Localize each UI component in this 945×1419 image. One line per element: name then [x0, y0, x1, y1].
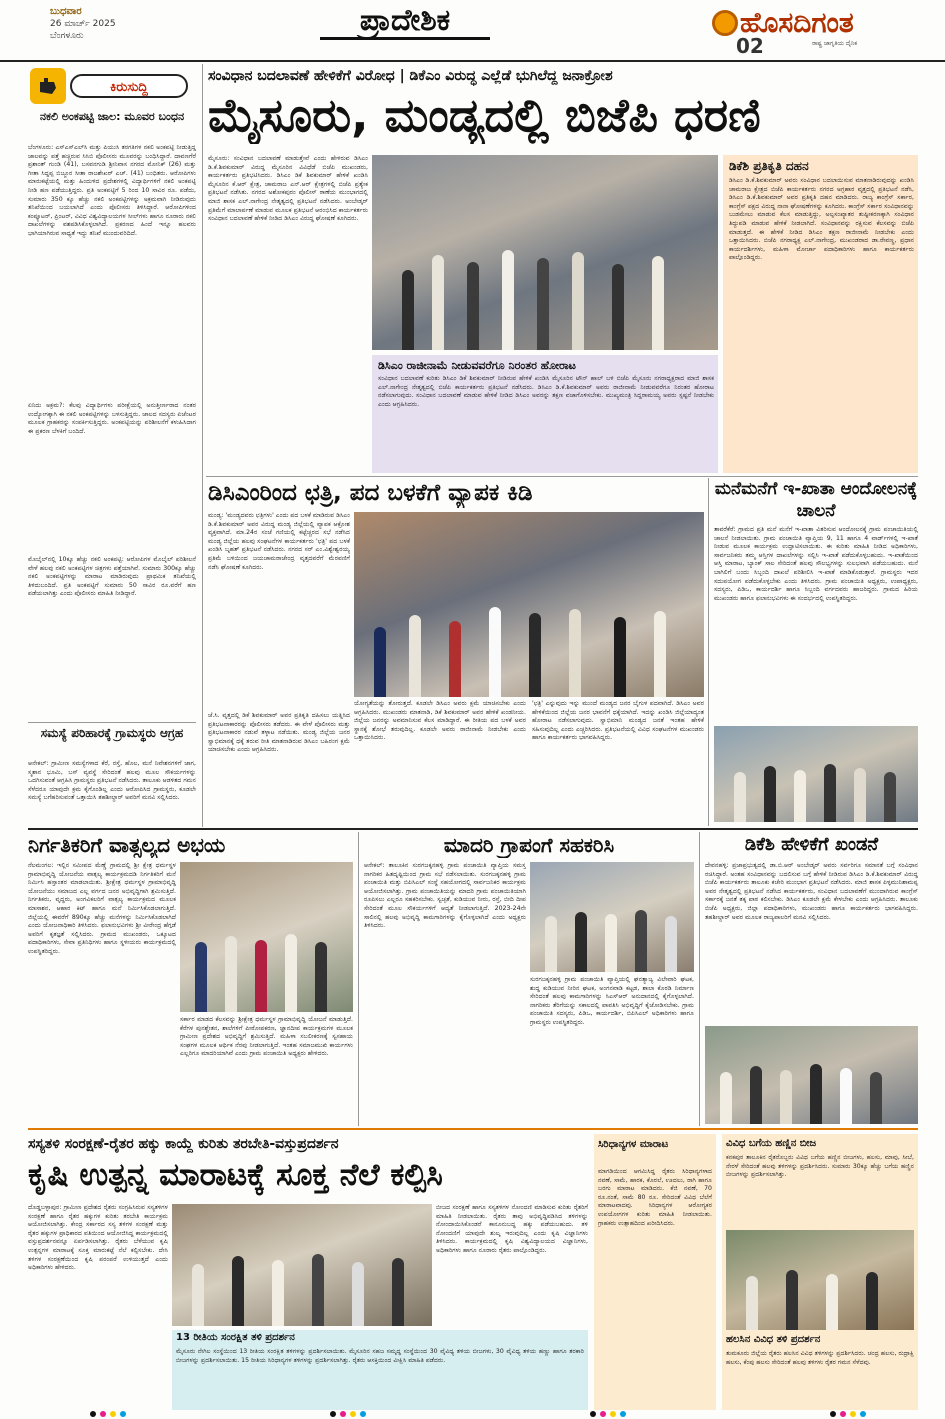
madari-headline: ಮಾದರಿ ಗ್ರಾಪಂಗೆ ಸಹಕರಿಸಿ [443, 833, 615, 857]
col-divider-b1 [358, 832, 359, 1126]
date-block [50, 6, 160, 41]
lead-kicker: ಸಂವಿಧಾನ ಬದಲಾವಣೆ ಹೇಳಿಕೆಗೆ ವಿರೋಧ | ಡಿಕೆಎಂ ವಿರುದ್ಧ ಎಲ್ಲೆಡೆ ಭುಗಿಲೆದ್ದ ಜನಾಕ್ರೋಶ [208, 68, 613, 84]
reg-dot [860, 1411, 866, 1417]
reg-dot [840, 1411, 846, 1417]
madari-body: ಆನೇಕಲ್: ತಾಲೂಕಿನ ಸುರಗಜಕ್ಕನಹಳ್ಳಿ ಗ್ರಾಮ ಪಂಚಾಯಿತಿ ವ್ಯಾಪ್ತಿಯ ಸಮಸ್ತ ನಾಗರಿಕರ ಹಿತದೃಷ್ಟಿಯಿಂದ ಗ್ರಾಮ ಸಭೆ ನಡೆಸಲಾಯಿತು. ಸುರಗಜಕ್ಕನಹಳ್ಳಿ ಗ್ರಾಮ ಪಂಚಾಯಿತಿ ಮತ್ತು ಬಿಪಿಸಿಎಲ್ ಸಂಸ್ಥೆ ಸಹಯೋಗದಲ್ಲಿ ಸಾರ್ವಜನಿಕರ ಕಾರ್ಯಕ್ರಮ ಆಯೋಜಿಸಲಾಗಿತ್ತು. ಗ್ರಾಮ ಪಂಚಾಯಿತಿಯನ್ನು ಮಾದರಿ ಗ್ರಾಮ ಪಂಚಾಯಿತಿಯಾಗಿ ರೂಪಿಸಲು ಎಲ್ಲರೂ ಸಹಕರಿಸಬೇಕು. ಸ್ವಚ್ಛತೆ, ಕುಡಿಯುವ ನೀರು, ರಸ್ತೆ, ಬೀದಿ ದೀಪ ಸೇರಿದಂತೆ ಮೂಲ ಸೌಕರ್ಯಗಳಿಗೆ ಆದ್ಯತೆ ನೀಡಲಾಗುತ್ತಿದೆ. 2023-24ನೇ ಸಾಲಿನಲ್ಲಿ ಹಲವು ಅಭಿವೃದ್ಧಿ ಕಾಮಗಾರಿಗಳನ್ನು ಕೈಗೊಳ್ಳಲಾಗಿದೆ ಎಂದು ಅಧ್ಯಕ್ಷರು ತಿಳಿಸಿದರು. [364, 862, 526, 930]
krushi-body: ದೊಡ್ಡಬಳ್ಳಾಪುರ: ಗ್ರಾಮೀಣ ಪ್ರದೇಶದ ರೈತರು ಸಂಗ್ರಹಿಸಿರುವ ಸಸ್ಯತಳಿಗಳ ಸಂರಕ್ಷಣೆ ಹಾಗೂ ರೈತರ ಹಕ್ಕುಗಳ ಕುರಿತು ತರಬೇತಿ ಕಾರ್ಯಕ್ರಮ ಆಯೋಜಿಸಲಾಗಿತ್ತು. ಕೇಂದ್ರ ಸರ್ಕಾರದ ಸಸ್ಯ ತಳಿಗಳ ಸಂರಕ್ಷಣೆ ಮತ್ತು ರೈತರ ಹಕ್ಕುಗಳ ಪ್ರಾಧಿಕಾರದ ವತಿಯಿಂದ ಆಯೋಜಿಸಿದ್ದ ಕಾರ್ಯಕ್ರಮದಲ್ಲಿ ವಸ್ತುಪ್ರದರ್ಶನವನ್ನೂ ಏರ್ಪಡಿಸಲಾಗಿತ್ತು. ರೈತರು ಬೆಳೆಯುವ ಕೃಷಿ ಉತ್ಪನ್ನಗಳ ಮಾರಾಟಕ್ಕೆ ಸೂಕ್ತ ಮಾರುಕಟ್ಟೆ ನೆಲೆ ಕಲ್ಪಿಸಬೇಕು. ದೇಸಿ ತಳಿಗಳ ಸಂರಕ್ಷಣೆಯಿಂದ ಕೃಷಿ ಪರಂಪರೆ ಉಳಿಯುತ್ತದೆ ಎಂದು ಅಧಿಕಾರಿಗಳು ಹೇಳಿದರು. [28, 1204, 168, 1272]
kiru-suddi-column [28, 62, 196, 827]
paper-logo [712, 4, 912, 56]
reg-dot [590, 1411, 596, 1417]
city-label: ಬೆಂಗಳೂರು [50, 31, 84, 41]
kiru-label: ಕಿರುಸುದ್ದಿ [110, 80, 148, 95]
reg-dot [360, 1411, 366, 1417]
bottom-section-rule [28, 1128, 918, 1130]
siridhanya-title: ಸಿರಿಧಾನ್ಯಗಳ ಮಾರಾಟ [598, 1139, 669, 1150]
kiru-story1-sub2: ಮೊಬೈಲ್‌ನಲ್ಲಿ 10ಕ್ಕೂ ಹೆಚ್ಚು ನಕಲಿ ಅಂಕಪಟ್ಟಿ: ಆರೋಪಿಗಳ ಮೊಬೈಲ್ ಪರಿಶೀಲನೆ ವೇಳೆ ಹಲವು ನಕಲಿ ಅಂಕಪಟ್ಟಿಗಳ ಚಿತ್ರಗಳು ಪತ್ತೆಯಾಗಿವೆ. ಸುಮಾರು 300ಕ್ಕೂ ಹೆಚ್ಚು ನಕಲಿ ಅಂಕಪಟ್ಟಿಗಳನ್ನು ಮಾರಾಟ ಮಾಡಿರುವುದು ಪ್ರಾಥಮಿಕ ತನಿಖೆಯಲ್ಲಿ ತಿಳಿದುಬಂದಿದೆ. ಪ್ರತಿ ಅಂಕಪಟ್ಟಿಗೆ ಸುಮಾರು 50 ಸಾವಿರ ರೂ.ವರೆಗೆ ಹಣ ಪಡೆಯಲಾಗಿತ್ತು ಎಂದು ಪೊಲೀಸರು ಮಾಹಿತಿ ನೀಡಿದ್ದಾರೆ. [28, 556, 196, 598]
siridhanya-body: ಮಾಗಡಿಯಿಂದ ಆಗಮಿಸಿದ್ದ ರೈತರು ಸಿರಿಧಾನ್ಯಗಳಾದ ನವಣೆ, ಸಾಮೆ, ಹಾರಕ, ಕೊರಲೆ, ಊದಲು, ರಾಗಿ ಹಾಗೂ ಬರಗು ಮಾರಾಟ ಮಾಡಿದರು. ಕೆಜಿ ನವಣೆ, 70 ರೂ.ನಂತೆ, ಸಾಮೆ 80 ರೂ. ಸೇರಿದಂತೆ ವಿವಿಧ ಬೆಲೆಗೆ ಮಾರಾಟವಾದವು. ಸಿರಿಧಾನ್ಯಗಳ ಆರೋಗ್ಯಕರ ಉಪಯೋಗಗಳ ಕುರಿತು ಮಾಹಿತಿ ನೀಡಲಾಯಿತು. ಗ್ರಾಹಕರು ಉತ್ಸಾಹದಿಂದ ಖರೀದಿಸಿದರು. [598, 1168, 712, 1227]
abhaya-body: ನೆಲಮಂಗಲ: ಇಲ್ಲಿನ ಸಮೀಪದ ಮೆಣ್ಣೆ ಗ್ರಾಮದಲ್ಲಿ ಶ್ರೀ ಕ್ಷೇತ್ರ ಧರ್ಮಸ್ಥಳ ಗ್ರಾಮಾಭಿವೃದ್ಧಿ ಯೋಜನೆಯ ವಾತ್ಸಲ್ಯ ಕಾರ್ಯಕ್ರಮದಡಿ ನಿರ್ಗತಿಕರಿಗೆ ಮನೆ ನಿರ್ಮಿಸಿ ಹಸ್ತಾಂತರ ಮಾಡಲಾಯಿತು. ಶ್ರೀಕ್ಷೇತ್ರ ಧರ್ಮಸ್ಥಳ ಗ್ರಾಮಾಭಿವೃದ್ಧಿ ಯೋಜನೆಯು ಸಮಾಜದ ಎಲ್ಲ ವರ್ಗದ ಜನರ ಅಭಿವೃದ್ಧಿಗಾಗಿ ಶ್ರಮಿಸುತ್ತಿದೆ. ನಿರ್ಗತಿಕರು, ವೃದ್ಧರು, ಅಂಗವಿಕಲರಿಗೆ ವಾತ್ಸಲ್ಯ ಕಾರ್ಯಕ್ರಮದ ಮೂಲಕ ಮಾಸಾಶನ, ಆಹಾರ ಕಿಟ್ ಹಾಗೂ ಮನೆ ನಿರ್ಮಿಸಿಕೊಡಲಾಗುತ್ತಿದೆ. ಜಿಲ್ಲೆಯಲ್ಲಿ ಈವರೆಗೆ 890ಕ್ಕೂ ಹೆಚ್ಚು ಮನೆಗಳನ್ನು ನಿರ್ಮಿಸಿಕೊಡಲಾಗಿದೆ ಎಂದು ಯೋಜನಾಧಿಕಾರಿ ತಿಳಿಸಿದರು. ಫಲಾನುಭವಿಗಳು ಶ್ರೀ ವೀರೇಂದ್ರ ಹೆಗ್ಗಡೆ ಅವರಿಗೆ ಕೃತಜ್ಞತೆ ಸಲ್ಲಿಸಿದರು. ಗ್ರಾಮದ ಮುಖಂಡರು, ಒಕ್ಕೂಟದ ಪದಾಧಿಕಾರಿಗಳು, ಸೇವಾ ಪ್ರತಿನಿಧಿಗಳು ಹಾಗೂ ಸ್ಥಳೀಯರು ಕಾರ್ಯಕ್ರಮದಲ್ಲಿ ಉಪಸ್ಥಿತರಿದ್ದರು. [28, 862, 176, 955]
kiru-label-pill [70, 74, 188, 98]
mandya-body-2: ಜೆ.ಸಿ. ವೃತ್ತದಲ್ಲಿ ಡಿಕೆ ಶಿವಕುಮಾರ್ ಅವರ ಪ್ರತಿಕೃತಿ ದಹಿಸಲು ಯತ್ನಿಸಿದ ಪ್ರತಿಭಟನಾಕಾರರನ್ನು ಪೊಲೀಸರು ತಡೆದರು. ಈ ವೇಳೆ ಪೊಲೀಸರು ಮತ್ತು ಪ್ರತಿಭಟನಾಕಾರರ ನಡುವೆ ತಳ್ಳಾಟ ನಡೆಯಿತು. ಮಂಡ್ಯ ಜಿಲ್ಲೆಯ ಜನರ ಸ್ವಾಭಿಮಾನಕ್ಕೆ ಧಕ್ಕೆ ತರುವ ರೀತಿ ಮಾತನಾಡಿರುವ ಡಿಸಿಎಂ ಬಹಿರಂಗ ಕ್ಷಮೆ ಯಾಚಿಸಬೇಕು ಎಂದು ಆಗ್ರಹಿಸಿದರು. [208, 712, 350, 754]
halasu-title: ಹಲಸಿನ ವಿವಿಧ ತಳಿ ಪ್ರದರ್ಶನ [726, 1334, 821, 1345]
halasu-body: ತುಮಕೂರು ಜಿಲ್ಲೆಯ ರೈತರು ಹಲಸಿನ ವಿವಿಧ ತಳಿಗಳನ್ನು ಪ್ರದರ್ಶಿಸಿದರು. ಚಂದ್ರ ಹಲಸು, ರುದ್ರಾಕ್ಷಿ ಹಲಸು, ಕೆಂಪು ಹಲಸು ಸೇರಿದಂತೆ ಹಲವು ತಳಿಗಳು ರೈತರ ಗಮನ ಸೆಳೆದವು. [726, 1350, 914, 1366]
mandya-photo [354, 512, 704, 697]
section-label: ಪ್ರಾದೇಶಿಕ [359, 3, 451, 38]
reg-dot [830, 1411, 836, 1417]
lead-sub-title: ಡಿಸಿಎಂ ರಾಜೀನಾಮೆ ನೀಡುವವರೆಗೂ ನಿರಂತರ ಹೋರಾಟ [378, 359, 576, 372]
hannu-bija-title: ವಿವಿಧ ಬಗೆಯ ಹಣ್ಣಿನ ಬೀಜ [726, 1138, 817, 1149]
mandya-body-4: 'ಛತ್ರಿ' ಎನ್ನುವುದು ಇನ್ನು ಮುಂದೆ ಮಂಡ್ಯದ ಜನರ ಬೈಗುಳ ಪದವಾಗಿದೆ. ಡಿಸಿಎಂ ಅವರ ಹೇಳಿಕೆಯಿಂದ ಜಿಲ್ಲೆಯ ಜನರ ಭಾವನೆಗೆ ಧಕ್ಕೆಯಾಗಿದೆ. ಇದನ್ನು ಖಂಡಿಸಿ ಜಿಲ್ಲೆಯಾದ್ಯಂತ ಹೋರಾಟ ನಡೆಸಲಾಗುವುದು. ಸ್ವಾಭಿಮಾನಿ ಮಂಡ್ಯದ ಜನತೆ ಇಂತಹ ಹೇಳಿಕೆ ಸಹಿಸುವುದಿಲ್ಲ ಎಂದು ಎಚ್ಚರಿಸಿದರು. ಪ್ರತಿಭಟನೆಯಲ್ಲಿ ವಿವಿಧ ಸಂಘಟನೆಗಳ ಮುಖಂಡರು ಹಾಗೂ ಕಾರ್ಯಕರ್ತರು ಭಾಗವಹಿಸಿದ್ದರು. [532, 700, 704, 742]
reg-dot [350, 1411, 356, 1417]
ekhata-photo [714, 726, 918, 822]
masthead-strip [0, 0, 945, 62]
kiru-story2-body: ಆನೇಕಲ್: ಗ್ರಾಮೀಣ ಸಮಸ್ಯೆಗಳಾದ ಕೆರೆ, ರಸ್ತೆ, ಹೊಲ, ಮನೆ ನಿವೇಶನಗಳಿಗೆ ಜಾಗ, ಸ್ಮಶಾನ ಭೂಮಿ, ಬಸ್ ವ್ಯವಸ್ಥೆ ಸೇರಿದಂತೆ ಹಲವು ಮೂಲ ಸೌಕರ್ಯಗಳನ್ನು ಒದಗಿಸುವಂತೆ ಆಗ್ರಹಿಸಿ ಗ್ರಾಮಸ್ಥರು ಪ್ರತಿಭಟನೆ ನಡೆಸಿದರು. ತಾಲೂಕು ಆಡಳಿತದ ಗಮನ ಸೆಳೆದರೂ ಯಾವುದೇ ಕ್ರಮ ಕೈಗೊಂಡಿಲ್ಲ ಎಂದು ಆರೋಪಿಸಿದ ಗ್ರಾಮಸ್ಥರು, ಕೂಡಲೇ ಸಮಸ್ಯೆ ಬಗೆಹರಿಸುವಂತೆ ಒತ್ತಾಯಿಸಿ ತಹಶೀಲ್ದಾರ್ ಅವರಿಗೆ ಮನವಿ ಸಲ್ಲಿಸಿದರು. [28, 760, 196, 802]
krushi-headline: ಕೃಷಿ ಉತ್ಪನ್ನ ಮಾರಾಟಕ್ಕೆ ಸೂಕ್ತ ನೆಲೆ ಕಲ್ಪಿಸಿ [28, 1157, 443, 1193]
abhaya-photo [180, 862, 353, 1012]
reg-dot [110, 1411, 116, 1417]
hannu-bija-body: ಕನಕಪುರ ತಾಲೂಕಿನ ರೈತರೊಬ್ಬರು ವಿವಿಧ ಬಗೆಯ ಹಣ್ಣಿನ ಬೀಜಗಳು, ಹಲಸು, ಮಾವು, ಸೀಬೆ, ನೇರಳೆ ಸೇರಿದಂತೆ ಹಲವು ತಳಿಗಳನ್ನು ಪ್ರದರ್ಶಿಸಿದರು. ಸುಮಾರು 30ಕ್ಕೂ ಹೆಚ್ಚು ಬಗೆಯ ಹಣ್ಣಿನ ಬೀಜಗಳನ್ನು ಪ್ರದರ್ಶಿಸಲಾಗಿತ್ತು. [726, 1154, 914, 1179]
siridhanya-box [594, 1134, 716, 1410]
lead-side-body: ಡಿಸಿಎಂ ಡಿ.ಕೆ.ಶಿವಕುಮಾರ್ ಅವರು ಸಂವಿಧಾನ ಬದಲಾಯಿಸುವ ಮಾತನಾಡಿರುವುದನ್ನು ಖಂಡಿಸಿ ಚಾಮರಾಜ ಕ್ಷೇತ್ರದ ಬಿಜೆಪಿ ಕಾರ್ಯಕರ್ತರು ನಗರದ ಅಗ್ರಹಾರ ವೃತ್ತದಲ್ಲಿ ಪ್ರತಿಭಟನೆ ನಡೆಸಿ, ಡಿಸಿಎಂ ಡಿ.ಕೆ.ಶಿವಕುಮಾರ್ ಅವರ ಪ್ರತಿಕೃತಿ ದಹನ ಮಾಡಿದರು. ರಾಜ್ಯ ಕಾಂಗ್ರೆಸ್ ಸರ್ಕಾರ, ಕಾಂಗ್ರೆಸ್ ಪಕ್ಷದ ವಿರುದ್ಧ ನಾನಾ ಘೋಷಣೆಗಳನ್ನು ಕೂಗಿದರು. ಕಾಂಗ್ರೆಸ್ ಸರ್ಕಾರ ಸಂವಿಧಾನವನ್ನು ಬುಡಮೇಲು ಮಾಡುವ ಕೆಲಸ ಮಾಡುತ್ತಿದ್ದು, ಅಲ್ಪಸಂಖ್ಯಾತರ ತುಷ್ಟೀಕರಣಕ್ಕಾಗಿ ಸಂವಿಧಾನ ತಿದ್ದುಪಡಿ ಮಾಡುವ ಹೇಳಿಕೆ ನೀಡಲಾಗಿದೆ. ಸಂವಿಧಾನವನ್ನು ರಕ್ಷಿಸುವ ಕೆಲಸವನ್ನು ಬಿಜೆಪಿ ಮಾಡುತ್ತದೆ. ಈ ಹೇಳಿಕೆ ನೀಡಿದ ಡಿಸಿಎಂ ತಕ್ಷಣ ರಾಜೀನಾಮೆ ನೀಡಬೇಕು ಎಂದು ಒತ್ತಾಯಿಸಿದರು. ಬಿಜೆಪಿ ನಗರಾಧ್ಯಕ್ಷ ಎಲ್.ನಾಗೇಂದ್ರ, ಮುಖಂಡರಾದ ಡಾ.ರೇವಣ್ಣ, ಪ್ರಧಾನ ಕಾರ್ಯದರ್ಶಿಗಳು, ಮಹಿಳಾ ಮೋರ್ಚಾ ಪದಾಧಿಕಾರಿಗಳು ಹಾಗೂ ಕಾರ್ಯಕರ್ತರು ಪಾಲ್ಗೊಂಡಿದ್ದರು. [729, 177, 914, 262]
section-title [320, 2, 490, 40]
ekhata-body: ತಾವರೆಕೆರೆ: ಗ್ರಾಮದ ಪ್ರತಿ ಮನೆ ಮನೆಗೆ ಇ-ಖಾತಾ ವಿತರಿಸುವ ಆಂದೋಲನಕ್ಕೆ ಗ್ರಾಮ ಪಂಚಾಯಿತಿಯಲ್ಲಿ ಚಾಲನೆ ನೀಡಲಾಯಿತು. ಗ್ರಾಮ ಪಂಚಾಯಿತಿ ವ್ಯಾಪ್ತಿಯ 9, 11 ಹಾಗೂ 4 ವಾರ್ಡ್‌ಗಳಲ್ಲಿ ಇ-ಖಾತೆ ನೀಡುವ ಮೂಲಕ ಕಾರ್ಯಕ್ರಮ ಉದ್ಘಾಟಿಸಲಾಯಿತು. ಈ ಕುರಿತು ಮಾಹಿತಿ ನೀಡಿದ ಅಧಿಕಾರಿಗಳು, ಸಾರ್ವಜನಿಕರು ತಮ್ಮ ಆಸ್ತಿಗಳ ದಾಖಲೆಗಳನ್ನು ಸಲ್ಲಿಸಿ ಇ-ಖಾತೆ ಪಡೆದುಕೊಳ್ಳಬಹುದು. ಇ-ಖಾತೆಯಿಂದ ಆಸ್ತಿ ಮಾರಾಟ, ಬ್ಯಾಂಕ್ ಸಾಲ ಸೇರಿದಂತೆ ಹಲವು ಸೌಲಭ್ಯಗಳನ್ನು ಸುಲಭವಾಗಿ ಪಡೆಯಬಹುದು. ಮನೆ ಬಾಗಿಲಿಗೆ ಬಂದು ಸಿಬ್ಬಂದಿ ದಾಖಲೆ ಪರಿಶೀಲಿಸಿ ಇ-ಖಾತೆ ಮಾಡಿಕೊಡುತ್ತಾರೆ. ಗ್ರಾಮಸ್ಥರು ಇದರ ಸದುಪಯೋಗ ಪಡೆದುಕೊಳ್ಳಬೇಕು ಎಂದು ತಿಳಿಸಿದರು. ಗ್ರಾಮ ಪಂಚಾಯಿತಿ ಅಧ್ಯಕ್ಷರು, ಉಪಾಧ್ಯಕ್ಷರು, ಸದಸ್ಯರು, ಪಿಡಿಒ, ಕಾರ್ಯದರ್ಶಿ ಹಾಗೂ ಸಿಬ್ಬಂದಿ ವರ್ಗದವರು ಹಾಜರಿದ್ದರು. ಗ್ರಾಮದ ಹಿರಿಯ ಮುಖಂಡರು ಹಾಗೂ ಫಲಾನುಭವಿಗಳು ಈ ಸಂದರ್ಭದಲ್ಲಿ ಉಪಸ್ಥಿತರಿದ್ದರು. [714, 526, 918, 602]
lead-headline: ಮೈಸೂರು, ಮಂಡ್ಯದಲ್ಲಿ ಬಿಜೆಪಿ ಧರಣಿ [208, 88, 761, 142]
reg-dot [600, 1411, 606, 1417]
hannu-bija-photo [726, 1230, 914, 1330]
krushi-body-2: ಬೀಜದ ಸಂರಕ್ಷಣೆ ಹಾಗೂ ಸಸ್ಯತಳಿಗಳ ನೋಂದಣಿ ಮಾಡಿಸುವ ಕುರಿತು ರೈತರಿಗೆ ಮಾಹಿತಿ ನೀಡಲಾಯಿತು. ರೈತರು ತಾವು ಅಭಿವೃದ್ಧಿಪಡಿಸಿದ ತಳಿಗಳನ್ನು ನೋಂದಾಯಿಸಿಕೊಂಡರೆ ಕಾನೂನುಬದ್ಧ ಹಕ್ಕು ಪಡೆಯಬಹುದು. ತಳಿ ನೋಂದಣಿಗೆ ಯಾವುದೇ ಶುಲ್ಕ ಇರುವುದಿಲ್ಲ ಎಂದು ಕೃಷಿ ವಿಜ್ಞಾನಿಗಳು ತಿಳಿಸಿದರು. ಕಾರ್ಯಕ್ರಮದಲ್ಲಿ ಕೃಷಿ ವಿಶ್ವವಿದ್ಯಾಲಯದ ವಿಜ್ಞಾನಿಗಳು, ಅಧಿಕಾರಿಗಳು ಹಾಗೂ ನೂರಾರು ರೈತರು ಪಾಲ್ಗೊಂಡಿದ್ದರು. [436, 1204, 588, 1254]
ekhata-headline: ಮನೆಮನೆಗೆ ಇ-ಖಾತಾ ಆಂದೋಲನಕ್ಕೆ ಚಾಲನೆ [714, 479, 918, 521]
krushi-caption-box [172, 1330, 588, 1410]
reg-dot [90, 1411, 96, 1417]
kiru-story1-sub: ಏನಿದು ಅಕ್ರಮ?: ಕೆಲವು ವಿದ್ಯಾರ್ಥಿಗಳು ಪರೀಕ್ಷೆಯಲ್ಲಿ ಅನುತ್ತೀರ್ಣರಾದ ನಂತರ ಉದ್ಯೋಗಕ್ಕಾಗಿ ಈ ನಕಲಿ ಅಂಕಪಟ್ಟಿಗಳನ್ನು ಬಳಸುತ್ತಿದ್ದರು. ಜಾಲದ ಸದಸ್ಯರು ಏಜೆಂಟರ ಮೂಲಕ ಗ್ರಾಹಕರನ್ನು ಸಂಪರ್ಕಿಸುತ್ತಿದ್ದರು. ಅಂಕಪಟ್ಟಿಯನ್ನು ಪರಿಶೀಲನೆಗೆ ಕಳುಹಿಸಿದಾಗ ಈ ಪ್ರಕರಣ ಬೆಳಕಿಗೆ ಬಂದಿದೆ. [28, 402, 196, 435]
krushi-photo [172, 1204, 432, 1326]
dkshi-headline: ಡಿಕೆಶಿ ಹೇಳಿಕೆಗೆ ಖಂಡನೆ [744, 834, 879, 855]
sun-logo-icon [712, 10, 738, 36]
reg-dot [100, 1411, 106, 1417]
dkshi-photo [705, 1026, 918, 1124]
mandya-headline: ಡಿಸಿಎಂರಿಂದ ಛತ್ರಿ, ಪದ ಬಳಕೆಗೆ ವ್ಯಾಪಕ ಕಿಡಿ [208, 480, 533, 506]
krushi-caption-body: ಮೈಸೂರು ನೇಗಿಲ ಸಂಸ್ಥೆಯಿಂದ 13 ರೀತಿಯ ಸಂರಕ್ಷಿತ ತಳಿಗಳನ್ನು ಪ್ರದರ್ಶಿಸಲಾಯಿತು. ಮೈಸೂರಿನ ಸಹಜ ಸಮೃದ್ಧ ಸಂಸ್ಥೆಯಿಂದ 30 ವೈವಿಧ್ಯ ತಳಿಯ ಬೀಜಗಳು, 30 ವೈವಿಧ್ಯ ತಳಿಯ ಹಣ್ಣು ಹಾಗೂ ತರಕಾರಿ ಬೀಜಗಳನ್ನು ಪ್ರದರ್ಶಿಸಲಾಯಿತು. 15 ರೀತಿಯ ಸಿರಿಧಾನ್ಯಗಳ ತಳಿಗಳನ್ನು ಪ್ರದರ್ಶಿಸಲಾಗಿತ್ತು. ರೈತರು ಆಸಕ್ತಿಯಿಂದ ವೀಕ್ಷಿಸಿ ಮಾಹಿತಿ ಪಡೆದರು. [176, 1348, 584, 1364]
reg-dot [850, 1411, 856, 1417]
madari-photo [530, 862, 694, 972]
lead-side-title: ಡಿಕೆಶಿ ಪ್ರತಿಕೃತಿ ದಹನ [729, 159, 809, 173]
kiru-story1-title: ನಕಲಿ ಅಂಕಪಟ್ಟಿ ಜಾಲ: ಮೂವರ ಬಂಧನ [39, 110, 185, 123]
col-divider-mid [708, 478, 709, 826]
mandya-body-3: ಯೋಗ್ಯತೆಯನ್ನು ತೋರುತ್ತದೆ. ಕೂಡಲೇ ಡಿಸಿಎಂ ಅವರು ಕ್ಷಮೆ ಯಾಚಿಸಬೇಕು ಎಂದು ಆಗ್ರಹಿಸಿದರು. ಮುಖಂಡರು ಮಾತನಾಡಿ, ಡಿಕೆ ಶಿವಕುಮಾರ್ ಅವರ ಹೇಳಿಕೆ ಖಂಡನೀಯ. ಜಿಲ್ಲೆಯ ಜನರನ್ನು ಅವಮಾನಿಸುವ ಕೆಲಸ ಮಾಡಿದ್ದಾರೆ. ಈ ರೀತಿಯ ಪದ ಬಳಕೆ ಅವರ ಸ್ಥಾನಕ್ಕೆ ಶೋಭೆ ತರುವುದಿಲ್ಲ. ಕೂಡಲೇ ಅವರು ರಾಜೀನಾಮೆ ನೀಡಬೇಕು ಎಂದು ಒತ್ತಾಯಿಸಿದರು. [354, 700, 526, 742]
krushi-caption-title: 13 ರೀತಿಯ ಸಂರಕ್ಷಿತ ತಳಿ ಪ್ರದರ್ಶನ [176, 1332, 295, 1343]
reg-dot [610, 1411, 616, 1417]
lead-photo [372, 155, 718, 350]
reg-dot [620, 1411, 626, 1417]
lead-sub-body: ಸಂವಿಧಾನ ಬದಲಾವಣೆ ಕುರಿತು ಡಿಸಿಎಂ ಡಿಕೆ ಶಿವಕುಮಾರ್ ನೀಡಿರುವ ಹೇಳಿಕೆ ಖಂಡಿಸಿ ಮೈಸೂರಿನ ಟೌನ್ ಹಾಲ್ ಬಳಿ ಬಿಜೆಪಿ ಮೈಸೂರು ನಗರಾಧ್ಯಕ್ಷರಾದ ಮಾಜಿ ಶಾಸಕ ಎಲ್.ನಾಗೇಂದ್ರ ನೇತೃತ್ವದಲ್ಲಿ ಬಿಜೆಪಿ ಕಾರ್ಯಕರ್ತರು ಪ್ರತಿಭಟನೆ ನಡೆಸಿದರು. ಡಿಸಿಎಂ ಡಿ.ಕೆ.ಶಿವಕುಮಾರ್ ಅವರು ರಾಜೀನಾಮೆ ನೀಡುವವರೆಗೂ ನಿರಂತರ ಹೋರಾಟ ನಡೆಸಲಾಗುವುದು. ಸಂವಿಧಾನ ಬದಲಾವಣೆ ಮಾಡುವ ಹೇಳಿಕೆ ನೀಡಿದ ಡಿಸಿಎಂ ಅವರನ್ನು ತಕ್ಷಣ ವಜಾಗೊಳಿಸಬೇಕು. ಮುಖ್ಯಮಂತ್ರಿ ಸಿದ್ದರಾಮಯ್ಯ ಅವರು ಸ್ಪಷ್ಟನೆ ನೀಡಬೇಕು ಎಂದು ಆಗ್ರಹಿಸಿದರು. [378, 375, 714, 408]
mid-section-rule [28, 828, 918, 830]
abhaya-body-2: ಸರ್ಕಾರ ಮಾಡದ ಕೆಲಸವನ್ನು ಶ್ರೀಕ್ಷೇತ್ರ ಧರ್ಮಸ್ಥಳ ಗ್ರಾಮಾಭಿವೃದ್ಧಿ ಯೋಜನೆ ಮಾಡುತ್ತಿದೆ. ಕೆರೆಗಳ ಪುನಶ್ಚೇತನ, ಶಾಲೆಗಳಿಗೆ ಪೀಠೋಪಕರಣ, ಜ್ಞಾನದೀಪ ಕಾರ್ಯಕ್ರಮಗಳ ಮೂಲಕ ಗ್ರಾಮೀಣ ಪ್ರದೇಶದ ಅಭಿವೃದ್ಧಿಗೆ ಶ್ರಮಿಸುತ್ತಿದೆ. ಮಹಿಳಾ ಸಬಲೀಕರಣಕ್ಕೆ ಸ್ವಸಹಾಯ ಸಂಘಗಳ ಮೂಲಕ ಆರ್ಥಿಕ ನೆರವು ನೀಡಲಾಗುತ್ತಿದೆ. ಇಂತಹ ಸಮಾಜಮುಖಿ ಕಾರ್ಯಗಳು ಎಲ್ಲರಿಗೂ ಮಾದರಿಯಾಗಿವೆ ಎಂದು ಗ್ರಾಮ ಪಂಚಾಯಿತಿ ಅಧ್ಯಕ್ಷರು ಹೇಳಿದರು. [180, 1016, 353, 1058]
paper-tagline: ರಾಷ್ಟ್ರ ಜಾಗೃತಿಯ ದೈನಿಕ [812, 40, 858, 47]
page-number: 02 [736, 34, 764, 58]
lead-bottom-rule [206, 476, 918, 477]
hand-icon [30, 68, 66, 104]
lead-sub-box [372, 355, 718, 473]
kiru-story2-title: ಸಮಸ್ಯೆ ಪರಿಹಾರಕ್ಕೆ ಗ್ರಾಮಸ್ಥರು ಆಗ್ರಹ [40, 726, 184, 740]
reg-dot [330, 1411, 336, 1417]
madari-body-2: ಸುರಗಜಕ್ಕನಹಳ್ಳಿ ಗ್ರಾಮ ಪಂಚಾಯಿತಿ ವ್ಯಾಪ್ತಿಯಲ್ಲಿ ಘನತ್ಯಾಜ್ಯ ವಿಲೇವಾರಿ ಘಟಕ, ಶುದ್ಧ ಕುಡಿಯುವ ನೀರಿನ ಘಟಕ, ಅಂಗನವಾಡಿ ಕಟ್ಟಡ, ಶಾಲಾ ಕೊಠಡಿ ನಿರ್ಮಾಣ ಸೇರಿದಂತೆ ಹಲವು ಕಾಮಗಾರಿಗಳನ್ನು ಸಿಎಸ್‌ಆರ್ ಅನುದಾನದಲ್ಲಿ ಕೈಗೊಳ್ಳಲಾಗಿದೆ. ನಾಗರಿಕರು ತೆರಿಗೆಯನ್ನು ಸಕಾಲದಲ್ಲಿ ಪಾವತಿಸಿ ಅಭಿವೃದ್ಧಿಗೆ ಕೈಜೋಡಿಸಬೇಕು. ಗ್ರಾಮ ಪಂಚಾಯಿತಿ ಸದಸ್ಯರು, ಪಿಡಿಒ, ಕಾರ್ಯದರ್ಶಿ, ಬಿಪಿಸಿಎಲ್ ಅಧಿಕಾರಿಗಳು ಹಾಗೂ ಗ್ರಾಮಸ್ಥರು ಉಪಸ್ಥಿತರಿದ್ದರು. [530, 976, 694, 1026]
kiru-story1-body: ಬೆಂಗಳೂರು: ಎಸ್‌ಎಸ್‌ಎಲ್‌ಸಿ ಮತ್ತು ಪಿಯುಸಿ ತರಗತಿಗಳ ನಕಲಿ ಅಂಕಪಟ್ಟಿ ನೀಡುತ್ತಿದ್ದ ಜಾಲವನ್ನು ಪತ್ತೆ ಹಚ್ಚಿರುವ ಸಿಸಿಬಿ ಪೊಲೀಸರು ಮೂವರನ್ನು ಬಂಧಿಸಿದ್ದಾರೆ. ದಾವಣಗೆರೆ ಪ್ರಶಾಂತ್ ಗುಂಡಿ (41), ಬಸವನಗುಡಿ ಶ್ರೀನಿವಾಸ ನಗರದ ಮೋನಿಕ್ (26) ಮತ್ತು ಗೀತಾ ಸಿದ್ದಪ್ಪ ಬಿಜ್ಜೂರ ಸೀತಾ ರಾಜಶೇಖರ್ ಎಚ್. (41) ಬಂಧಿತರು. ಆರೋಪಿಗಳು ಮಾರುಕಟ್ಟೆಯಲ್ಲಿ ಮತ್ತು ಹಿಂದುಳಿದ ಪ್ರದೇಶಗಳಲ್ಲಿ ವಿದ್ಯಾರ್ಥಿಗಳಿಗೆ ನಕಲಿ ಅಂಕಪಟ್ಟಿ ನೀಡಿ ಹಣ ಪಡೆಯುತ್ತಿದ್ದರು. ಪ್ರತಿ ಅಂಕಪಟ್ಟಿಗೆ 5 ರಿಂದ 10 ಸಾವಿರ ರೂ. ಪಡೆದು, ಸುಮಾರು 350 ಕ್ಕೂ ಹೆಚ್ಚು ನಕಲಿ ಅಂಕಪಟ್ಟಿಗಳನ್ನು ಅಕ್ರಮವಾಗಿ ನೀಡಿರುವುದು ತನಿಖೆಯಿಂದ ಬಯಲಾಗಿದೆ ಎಂದು ಪೊಲೀಸರು ತಿಳಿಸಿದ್ದಾರೆ. ಆರೋಪಿಗಳಿಂದ ಕಂಪ್ಯೂಟರ್, ಪ್ರಿಂಟರ್, ವಿವಿಧ ವಿಶ್ವವಿದ್ಯಾಲಯಗಳ ಸೀಲ್‌ಗಳು ಹಾಗೂ ನೂರಾರು ನಕಲಿ ದಾಖಲೆಗಳನ್ನು ವಶಪಡಿಸಿಕೊಳ್ಳಲಾಗಿದೆ. ಪ್ರಕರಣದ ಹಿಂದೆ ಇನ್ನೂ ಹಲವರು ಭಾಗಿಯಾಗಿರುವ ಸಾಧ್ಯತೆ ಇದ್ದು ತನಿಖೆ ಮುಂದುವರಿದಿದೆ. [28, 144, 196, 237]
mandya-body-1: ಮಂಡ್ಯ: 'ಮಂಡ್ಯದವರು ಛತ್ರಿಗಳು' ಎಂದು ಪದ ಬಳಕೆ ಮಾಡಿರುವ ಡಿಸಿಎಂ ಡಿ.ಕೆ.ಶಿವಕುಮಾರ್ ಅವರ ವಿರುದ್ಧ ಮಂಡ್ಯ ಜಿಲ್ಲೆಯಲ್ಲಿ ವ್ಯಾಪಕ ಆಕ್ರೋಶ ವ್ಯಕ್ತವಾಗಿದೆ. ಮಾ.24ರ ಸಂಜೆ ಗಣಿಯಲ್ಲಿ ಕಟ್ಟೆಚ್ಚರದ ಸಭೆ ನಡೆಸಿದ ಮಂಡ್ಯ ಜಿಲ್ಲೆಯ ಹಲವು ಸಂಘಟನೆಗಳ ಕಾರ್ಯಕರ್ತರು 'ಛತ್ರಿ' ಪದ ಬಳಕೆ ಖಂಡಿಸಿ ಬೃಹತ್ ಪ್ರತಿಭಟನೆ ನಡೆಸಿದರು. ನಗರದ ಸರ್ ಎಂ.ವಿಶ್ವೇಶ್ವರಯ್ಯ ಪ್ರತಿಮೆ ಬಳಿಯಿಂದ ಜಯಚಾಮರಾಜೇಂದ್ರ ವೃತ್ತದವರೆಗೆ ಮೆರವಣಿಗೆ ನಡೆಸಿ ಘೋಷಣೆ ಕೂಗಿದರು. [208, 512, 350, 571]
dkshi-body: ದೇವನಹಳ್ಳಿ: ಪ್ರಜಾಪ್ರಭುತ್ವದಲ್ಲಿ ಡಾ.ಬಿ.ಆರ್ ಅಂಬೇಡ್ಕರ್ ಅವರು ಸರ್ವರಿಗೂ ಸಮಾನತೆ ಬಗ್ಗೆ ಸಂವಿಧಾನ ರಚಿಸಿದ್ದಾರೆ. ಅಂತಹ ಸಂವಿಧಾನವನ್ನು ಬದಲಿಸುವ ಬಗ್ಗೆ ಹೇಳಿಕೆ ನೀಡಿರುವ ಡಿಸಿಎಂ ಡಿ.ಕೆ.ಶಿವಕುಮಾರ್ ವಿರುದ್ಧ ಬಿಜೆಪಿ ಕಾರ್ಯಕರ್ತರು ತಾಲೂಕು ಕಚೇರಿ ಮುಂಭಾಗ ಪ್ರತಿಭಟನೆ ನಡೆಸಿದರು. ಮಾಜಿ ಶಾಸಕ ಪಿಳ್ಳಮುನಿಶಾಮಪ್ಪ ಅವರ ನೇತೃತ್ವದಲ್ಲಿ ಪ್ರತಿಭಟನೆ ನಡೆಸಿದ ಕಾರ್ಯಕರ್ತರು, ಸಂವಿಧಾನ ಬದಲಾವಣೆಗೆ ಮುಂದಾಗಿರುವ ಕಾಂಗ್ರೆಸ್ ಸರ್ಕಾರಕ್ಕೆ ಜನತೆ ತಕ್ಕ ಪಾಠ ಕಲಿಸಬೇಕು. ಡಿಸಿಎಂ ಕೂಡಲೇ ಕ್ಷಮೆ ಕೇಳಬೇಕು ಎಂದು ಆಗ್ರಹಿಸಿದರು. ತಾಲೂಕು ಬಿಜೆಪಿ ಅಧ್ಯಕ್ಷರು, ಜಿಲ್ಲಾ ಪದಾಧಿಕಾರಿಗಳು, ಮುಖಂಡರು ಹಾಗೂ ಕಾರ್ಯಕರ್ತರು ಭಾಗವಹಿಸಿದ್ದರು. ತಹಶೀಲ್ದಾರ್ ಅವರ ಮೂಲಕ ರಾಜ್ಯಪಾಲರಿಗೆ ಮನವಿ ಸಲ್ಲಿಸಿದರು. [705, 862, 918, 921]
abhaya-headline: ನಿರ್ಗತಿಕರಿಗೆ ವಾತ್ಸಲ್ಯದ ಅಭಯ [28, 833, 226, 857]
kiru-banner [28, 66, 196, 106]
paper-name: ಹೊಸದಿಗಂತ [740, 6, 854, 39]
kiru-divider [28, 722, 196, 723]
hannu-bija-box [722, 1134, 918, 1410]
lead-side-box [723, 155, 918, 473]
krushi-kicker: ಸಸ್ಯತಳಿ ಸಂರಕ್ಷಣೆ-ರೈತರ ಹಕ್ಕು ಕಾಯ್ದೆ ಕುರಿತು ತರಬೇತಿ-ವಸ್ತುಪ್ರದರ್ಶನ [28, 1136, 339, 1152]
date-label: 26 ಮಾರ್ಚ್ 2025 [50, 19, 116, 29]
lead-body-1: ಮೈಸೂರು: ಸಂವಿಧಾನ ಬದಲಾವಣೆ ಮಾಡುತ್ತೇವೆ ಎಂದು ಹೇಳಿರುವ ಡಿಸಿಎಂ ಡಿ.ಕೆ.ಶಿವಕುಮಾರ್ ವಿರುದ್ಧ ಮೈಸೂರಿನ ವಿವಿಧೆಡೆ ಬಿಜೆಪಿ ಮುಖಂಡರು, ಕಾರ್ಯಕರ್ತರು ಪ್ರತಿಭಟಿಸಿದರು. ಡಿಸಿಎಂ ಡಿಕೆ ಶಿವಕುಮಾರ್ ಹೇಳಿಕೆ ಖಂಡಿಸಿ ಮೈಸೂರಿನ ಕೆ.ಆರ್ ಕ್ಷೇತ್ರ, ಚಾಮರಾಜ ಎನ್.ಆರ್ ಕ್ಷೇತ್ರಗಳಲ್ಲಿ ಬಿಜೆಪಿ ಪ್ರತ್ಯೇಕ ಪ್ರತಿಭಟನೆ ನಡೆಸಿತು. ನಗರದ ಅಶೋಕಪುರಂ ಪೊಲೀಸ್ ಠಾಣೆಯ ಮುಂಭಾಗದಲ್ಲಿ ಮಾಜಿ ಶಾಸಕ ಎಲ್.ನಾಗೇಂದ್ರ ನೇತೃತ್ವದಲ್ಲಿ ಪ್ರತಿಭಟನೆ ನಡೆಸಿದರು. ಅಂಬೇಡ್ಕರ್ ಪ್ರತಿಮೆಗೆ ಮಾಲಾರ್ಪಣೆ ಮಾಡುವ ಮೂಲಕ ಪ್ರತಿಭಟನೆ ಆರಂಭಿಸಿದ ಕಾರ್ಯಕರ್ತರು ಸಂವಿಧಾನ ಬದಲಾವಣೆ ಹೇಳಿಕೆ ನೀಡಿದ ಡಿಸಿಎಂ ವಿರುದ್ಧ ಘೋಷಣೆ ಕೂಗಿದರು. [208, 155, 368, 223]
reg-dot [120, 1411, 126, 1417]
day-label: ಬುಧವಾರ [50, 6, 82, 17]
col-divider-left [202, 64, 203, 827]
reg-dot [340, 1411, 346, 1417]
col-divider-b2 [699, 832, 700, 1126]
